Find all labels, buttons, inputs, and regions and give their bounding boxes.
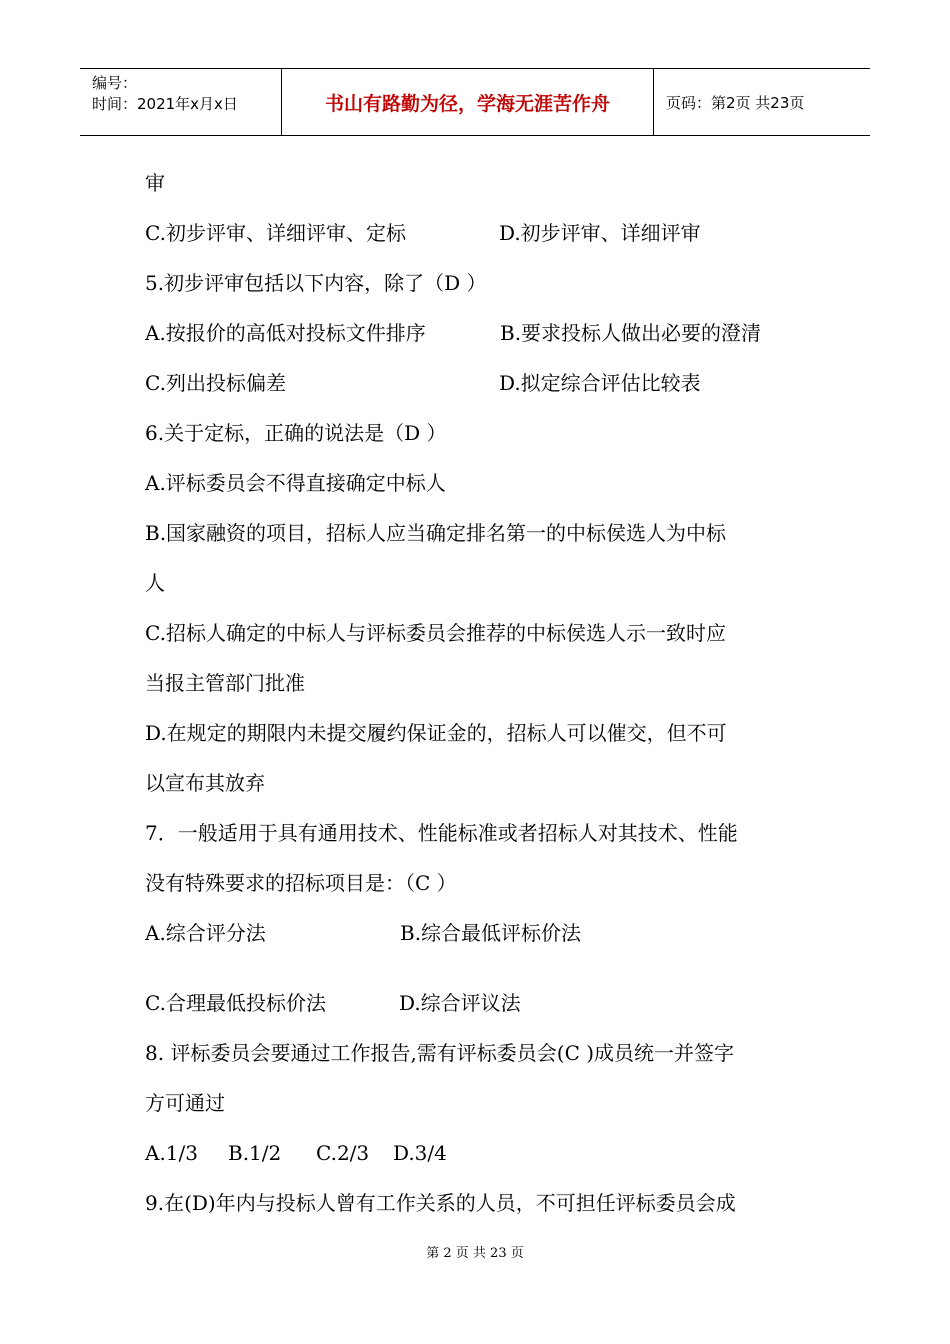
text-line: 当报主管部门批准 [145, 671, 305, 695]
option-c: C.初步评审、详细评审、定标 [145, 221, 406, 245]
text-line: 以宣布其放弃 [145, 771, 265, 795]
text-line: 方可通过 [145, 1091, 225, 1115]
option-d: D.3/4 [393, 1141, 447, 1165]
text-line: 没有特殊要求的招标项目是：（C ） [145, 871, 457, 895]
option-a: A.评标委员会不得直接确定中标人 [145, 471, 446, 495]
option-d: D.在规定的期限内未提交履约保证金的，招标人可以催交，但不可 [145, 721, 727, 745]
date-label: 时间：2021年x月x日 [92, 95, 238, 113]
question-6: 6.关于定标，正确的说法是（D ） [145, 421, 447, 445]
option-c: C.2/3 [316, 1141, 370, 1165]
question-9: 9.在(D)年内与投标人曾有工作关系的人员，不可担任评标委员会成 [145, 1191, 736, 1215]
option-c: C.合理最低投标价法 [145, 991, 326, 1015]
page-header [80, 68, 870, 136]
text-line: 人 [145, 571, 165, 595]
option-c: C.列出投标偏差 [145, 371, 286, 395]
option-d: D.综合评议法 [399, 991, 521, 1015]
header-motto: 书山有路勤为径，学海无涯苦作舟 [282, 69, 654, 135]
option-d: D.初步评审、详细评审 [499, 221, 701, 245]
option-b: B.要求投标人做出必要的澄清 [500, 321, 762, 345]
question-5: 5.初步评审包括以下内容，除了（D ） [145, 271, 487, 295]
option-a: A.综合评分法 [145, 921, 266, 945]
option-a: A.1/3 [145, 1141, 198, 1165]
option-b: B.综合最低评标价法 [400, 921, 582, 945]
question-7: 7．一般适用于具有通用技术、性能标准或者招标人对其技术、性能 [145, 821, 738, 845]
header-meta-cell [80, 69, 282, 135]
option-a: A.按报价的高低对投标文件排序 [145, 321, 426, 345]
text-line: 审 [145, 171, 165, 195]
header-page-info: 页码：第2页 共23页 [666, 93, 805, 112]
option-b: B.1/2 [228, 1141, 282, 1165]
option-d: D.拟定综合评估比较表 [499, 371, 701, 395]
serial-label: 编号： [92, 74, 138, 92]
option-b: B.国家融资的项目，招标人应当确定排名第一的中标侯选人为中标 [145, 521, 727, 545]
question-8: 8. 评标委员会要通过工作报告,需有评标委员会(C )成员统一并签字 [145, 1041, 735, 1065]
option-c: C.招标人确定的中标人与评标委员会推荐的中标侯选人示一致时应 [145, 621, 726, 645]
page-footer: 第 2 页 共 23 页 [426, 1246, 524, 1261]
